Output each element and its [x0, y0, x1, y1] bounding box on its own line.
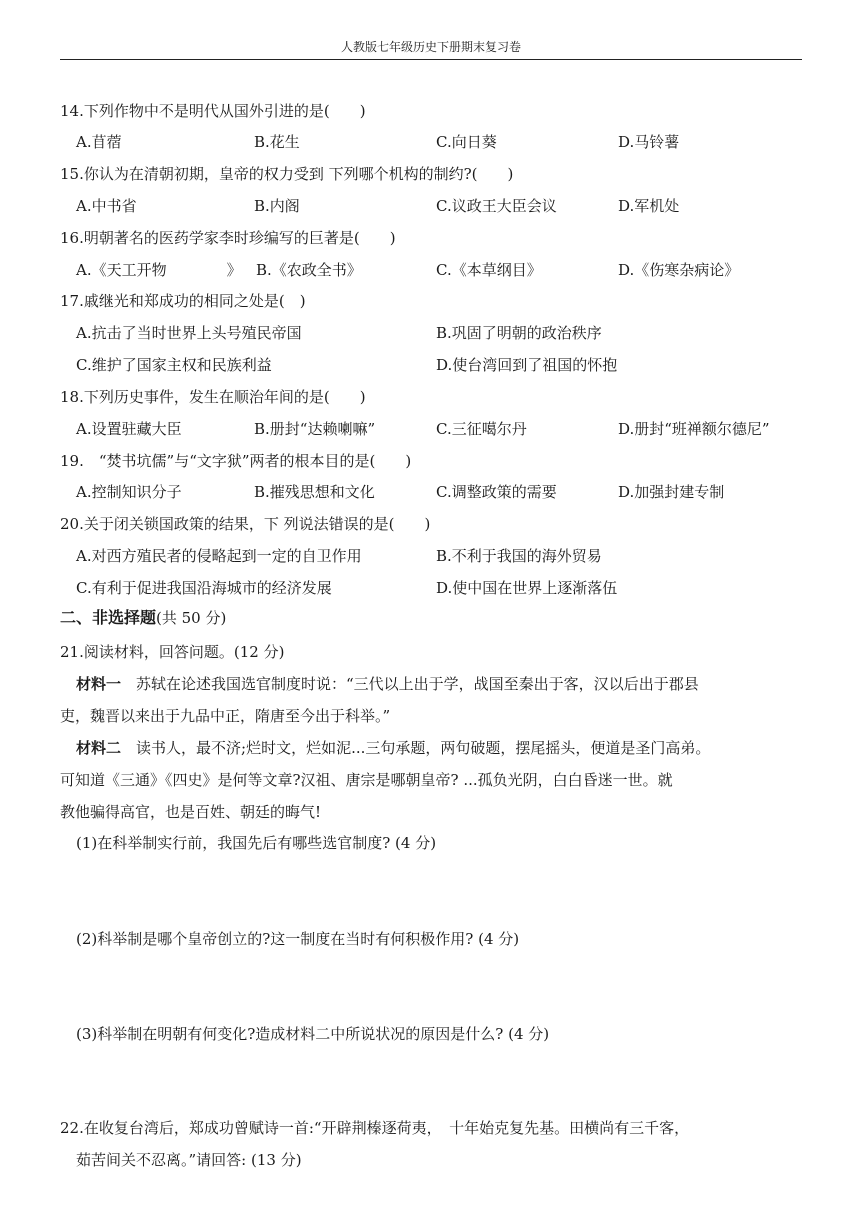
question-16-option-c: C.《本草纲目》 — [436, 261, 542, 279]
material-2-line-3: 教他骗得高官，也是百姓、朝廷的晦气! — [60, 803, 322, 821]
question-15-stem: 15.你认为在清朝初期，皇帝的权力受到 下列哪个机构的制约?( ) — [60, 165, 514, 183]
question-20-stem: 20.关于闭关锁国政策的结果，下 列说法错误的是( ) — [60, 515, 431, 533]
question-17-option-c: C.维护了国家主权和民族利益 — [76, 356, 272, 374]
question-15-option-a: A.中书省 — [76, 197, 137, 215]
question-20-option-c: C.有利于促进我国沿海城市的经济发展 — [76, 579, 332, 597]
question-14-option-d: D.马铃薯 — [618, 133, 680, 151]
question-17-option-b: B.巩固了明朝的政治秩序 — [436, 324, 602, 342]
question-16-option-b: B.《农政全书》 — [256, 261, 362, 279]
question-21-sub-2: (2)科举制是哪个皇帝创立的?这一制度在当时有何积极作用? (4 分) — [76, 930, 520, 948]
question-20-option-a: A.对西方殖民者的侵略起到一定的自卫作用 — [76, 547, 362, 565]
question-14-option-a: A.苜蓿 — [76, 133, 122, 151]
section-2-title: 二、非选择题 — [60, 608, 157, 627]
question-14-stem: 14.下列作物中不是明代从国外引进的是( ) — [60, 102, 366, 120]
question-19-option-a: A.控制知识分子 — [76, 483, 182, 501]
question-21-sub-3: (3)科举制在明朝有何变化?造成材料二中所说状况的原因是什么? (4 分) — [76, 1025, 550, 1043]
question-19-option-b: B.摧残思想和文化 — [254, 483, 375, 501]
question-18-option-b: B.册封“达赖喇嘛” — [254, 420, 376, 438]
question-18-option-a: A.设置驻藏大臣 — [76, 420, 182, 438]
question-19-option-c: C.调整政策的需要 — [436, 483, 557, 501]
question-22-line-2: 茹苦间关不忍离。”请回答: (13 分) — [76, 1151, 302, 1169]
question-20-option-d: D.使中国在世界上逐渐落伍 — [436, 579, 618, 597]
header-divider — [60, 59, 802, 60]
question-14-option-c: C.向日葵 — [436, 133, 497, 151]
question-21-stem: 21.阅读材料，回答问题。(12 分) — [60, 643, 285, 661]
section-2-score: (共 50 分) — [156, 609, 227, 627]
question-15-option-c: C.议政王大臣会议 — [436, 197, 557, 215]
question-17-option-a: A.抗击了当时世界上头号殖民帝国 — [76, 324, 302, 342]
question-21-sub-1: (1)在科举制实行前，我国先后有哪些选官制度? (4 分) — [76, 834, 437, 852]
question-16-stem: 16.明朝著名的医药学家李时珍编写的巨著是( ) — [60, 229, 396, 247]
question-14-option-b: B.花生 — [254, 133, 300, 151]
question-16-option-a: A.《天工开物 》 — [76, 261, 242, 279]
material-2-line-1 — [76, 737, 710, 759]
question-15-option-d: D.军机处 — [618, 197, 680, 215]
question-18-option-d: D.册封“班禅额尔德尼” — [618, 420, 770, 438]
question-17-option-d: D.使台湾回到了祖国的怀抱 — [436, 356, 618, 374]
question-17-stem: 17.戚继光和郑成功的相同之处是( ) — [60, 292, 306, 310]
question-15-option-b: B.内阁 — [254, 197, 300, 215]
question-19-option-d: D.加强封建专制 — [618, 483, 725, 501]
page-header: 人教版七年级历史下册期末复习卷 — [340, 40, 521, 54]
material-2-label: 材料二 — [76, 739, 122, 757]
material-2-line-2: 可知道《三通》《四史》是何等文章?汉祖、唐宗是哪朝皇帝? ...孤负光阴，白白昏迷一世。就 — [60, 771, 673, 789]
question-20-option-b: B.不利于我国的海外贸易 — [436, 547, 602, 565]
question-18-stem: 18.下列历史事件，发生在顺治年间的是( ) — [60, 388, 366, 406]
material-2-text-1: 读书人，最不济;烂时文，烂如泥...三句承题，两句破题，摆尾摇头，便道是圣门高弟。 — [121, 739, 711, 757]
section-2-heading — [60, 606, 226, 630]
material-1-label: 材料一 — [76, 675, 122, 693]
question-16-option-d: D.《伤寒杂病论》 — [618, 261, 740, 279]
question-22-line-1: 22.在收复台湾后，郑成功曾赋诗一首:“开辟荆榛逐荷夷， 十年始克复先基。田横尚有三千客， — [60, 1119, 690, 1137]
question-18-option-c: C.三征噶尔丹 — [436, 420, 527, 438]
material-1-text-1: 苏轼在论述我国选官制度时说：“三代以上出于学，战国至秦出于客，汉以后出于郡县 — [121, 675, 699, 693]
question-19-stem: 19. “焚书坑儒”与“文字狱”两者的根本目的是( ) — [60, 452, 412, 470]
material-1-line-2: 吏，魏晋以来出于九品中正，隋唐至今出于科举。” — [60, 707, 391, 725]
material-1-line-1 — [76, 673, 699, 695]
